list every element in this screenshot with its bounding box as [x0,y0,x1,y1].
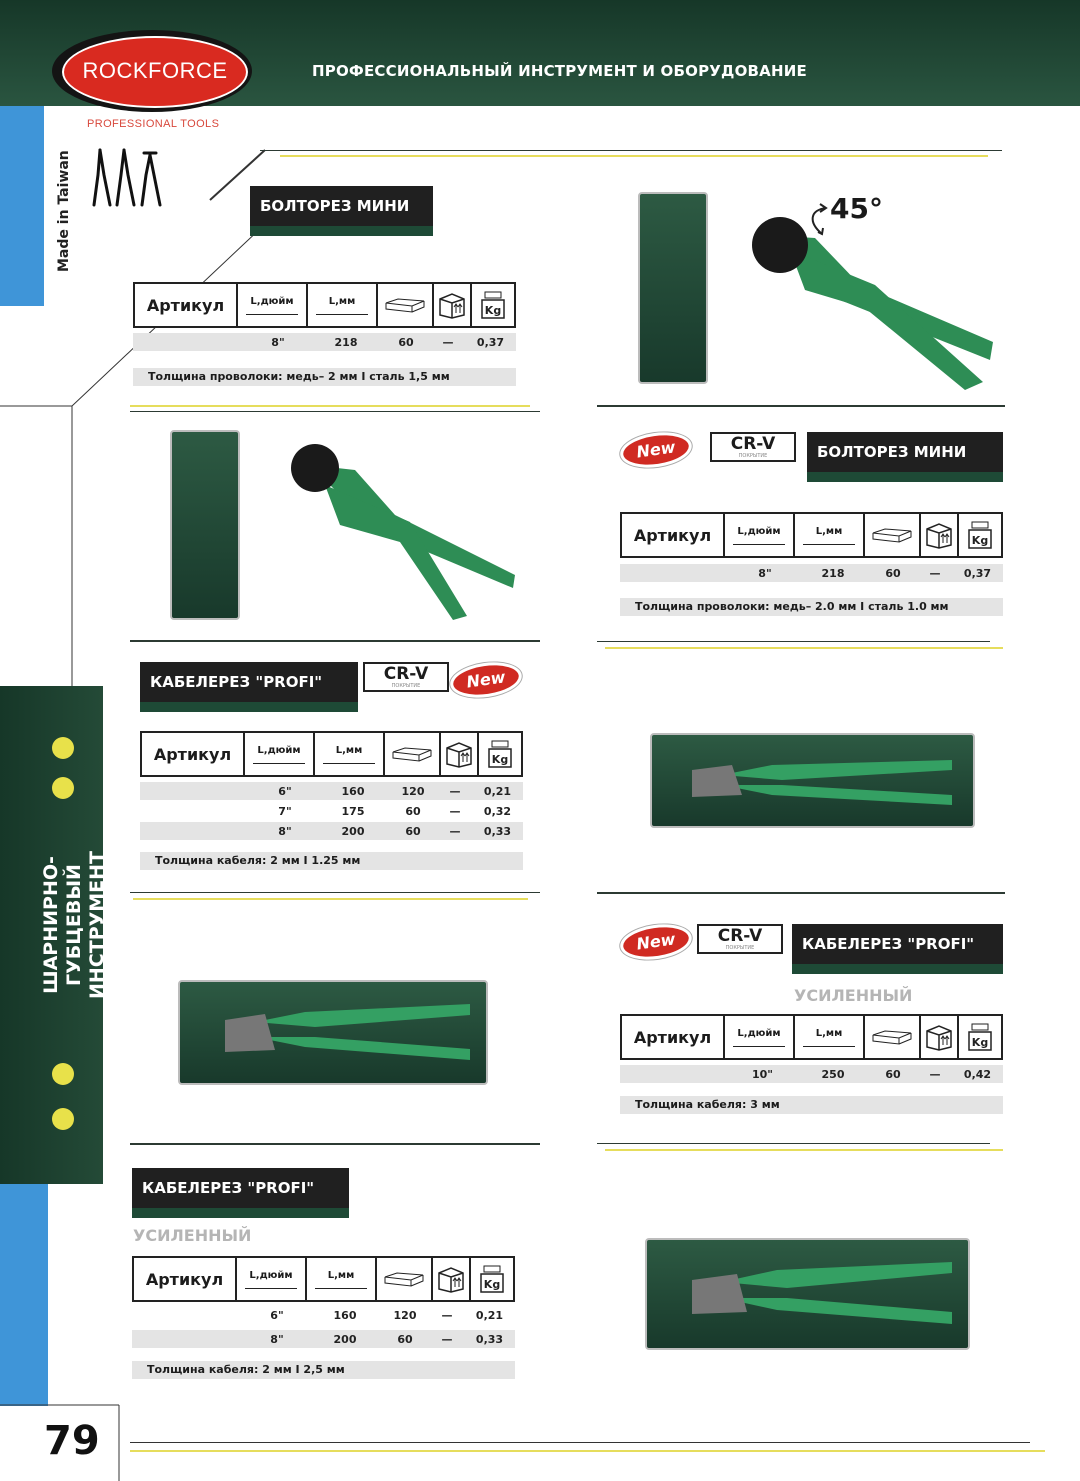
curved-arrow-icon [800,200,840,240]
new-badge: New [618,428,694,472]
box-icon [378,284,434,326]
pliers-icon [92,145,167,211]
table-row: 8" 200 60 — 0,33 [132,1330,515,1348]
category-title: ШАРНИРНО-ГУБЦЕВЫЙ ИНСТРУМЕНТ [40,850,108,1000]
crv-badge: CR-V ПОКРЫТИЕ [363,662,449,692]
blue-side-bar-bottom [0,1184,48,1406]
spec-header: Артикул L,дюйм L,мм Kg [132,1256,515,1302]
spec-header: Артикул L,дюйм L,мм Kg [133,282,516,328]
angle-label: 45° [830,192,883,225]
table-row: 10" 250 60 — 0,42 [620,1065,1003,1083]
weight-icon [471,1258,513,1300]
product-package-image [170,430,240,620]
yellow-dot [52,1063,74,1085]
product-title: КАБЕЛЕРЕЗ "PROFI" [132,1168,349,1218]
spec-header: Артикул L,дюйм L,мм Kg [620,512,1003,558]
box-icon [377,1258,433,1300]
made-in-label: Made in Taiwan [56,150,72,272]
weight-icon [479,733,521,775]
product-title: БОЛТОРЕЗ МИНИ [250,186,433,236]
bolt-cutter-image [285,430,530,630]
yellow-dot [52,1108,74,1130]
product-note: Толщина проволоки: медь– 2 мм I сталь 1,5 мм [133,368,516,386]
box-icon [865,514,921,556]
brand-name: ROCKFORCE [82,58,228,83]
weight-icon [472,284,514,326]
weight-icon [959,514,1001,556]
box-icon [385,733,441,775]
carton-icon [433,1258,471,1300]
svg-text:Kg: Kg [971,534,989,547]
carton-icon [441,733,479,775]
spec-header: Артикул L,дюйм L,мм Kg [620,1014,1003,1060]
product-package-image [645,1238,970,1350]
product-package-image [638,192,708,384]
svg-text:Kg: Kg [484,304,502,317]
table-row: 8" 218 60 — 0,37 [133,333,516,351]
yellow-dot [52,737,74,759]
product-title: КАБЕЛЕРЕЗ "PROFI" [792,924,1003,974]
table-row: 6" 160 120 — 0,21 [140,782,523,800]
product-title: КАБЕЛЕРЕЗ "PROFI" [140,662,358,712]
product-subtitle: УСИЛЕННЫЙ [133,1226,252,1245]
box-icon [865,1016,921,1058]
new-badge: New [618,920,694,964]
product-note: Толщина кабеля: 2 мм I 1.25 мм [140,852,523,870]
table-row: 6" 160 120 — 0,21 [270,1309,504,1322]
new-badge: New [448,658,524,702]
svg-text:Kg: Kg [491,753,509,766]
page-number: 79 [44,1418,100,1464]
header-tagline: ПРОФЕССИОНАЛЬНЫЙ ИНСТРУМЕНТ И ОБОРУДОВАНИЕ [312,62,807,80]
table-row: 8" 218 60 — 0,37 [620,564,1003,582]
svg-text:Kg: Kg [483,1278,501,1291]
svg-text:Kg: Kg [971,1036,989,1049]
crv-badge: CR-V ПОКРЫТИЕ [710,432,796,462]
product-note: Толщина проволоки: медь– 2.0 мм I сталь 1.0 мм [620,598,1003,616]
yellow-dot [52,777,74,799]
weight-icon [959,1016,1001,1058]
product-package-image [178,980,488,1085]
carton-icon [921,514,959,556]
product-subtitle: УСИЛЕННЫЙ [794,986,913,1005]
brand-subtitle: PROFESSIONAL TOOLS [87,118,220,130]
product-note: Толщина кабеля: 3 мм [620,1096,1003,1114]
table-row: 7" 175 60 — 0,32 [278,805,512,818]
spec-header: Артикул L,дюйм L,мм Kg [140,731,523,777]
carton-icon [921,1016,959,1058]
product-note: Толщина кабеля: 2 мм I 2,5 мм [132,1361,515,1379]
crv-badge: CR-V ПОКРЫТИЕ [697,924,783,954]
product-package-image [650,733,975,828]
table-row: 8" 200 60 — 0,33 [140,822,523,840]
product-title: БОЛТОРЕЗ МИНИ [807,432,1003,482]
carton-icon [434,284,472,326]
